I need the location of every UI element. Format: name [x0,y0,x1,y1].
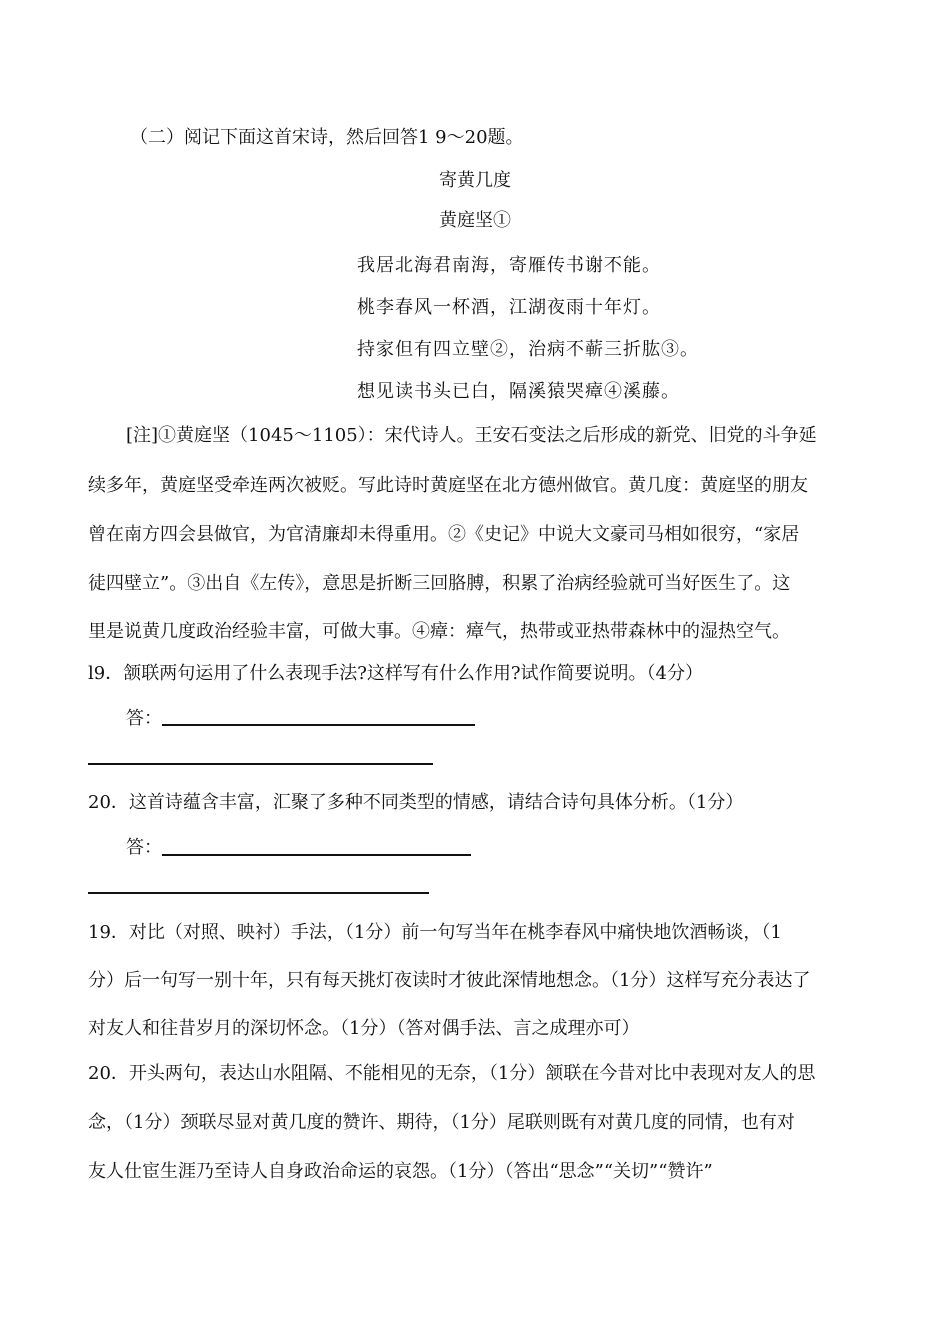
answer-key-20: 念，（1分）颈联尽显对黄几度的赞许、期待，（1分）尾联则既有对黄几度的同情，也有对 [88,1112,795,1133]
poem-line: 想见读书头已白，隔溪猿哭瘴④溪藤。 [357,381,680,402]
poem-line: 桃李春风一杯酒，江湖夜雨十年灯。 [357,297,661,318]
question-19: l9．颔联两句运用了什么表现手法?这样写有什么作用?试作简要说明。（4分） [88,663,703,684]
note-line: 续多年，黄庭坚受牵连两次被贬。写此诗时黄庭坚在北方德州做官。黄几度：黄庭坚的朋友 [88,475,808,496]
note-line: 曾在南方四会县做官，为官清廉却未得重用。②《史记》中说大文豪司马相如很穷，“家居 [88,524,800,545]
answer-key-20: 友人仕宦生涯乃至诗人自身政治命运的哀怨。（1分）（答出“思念”“关切”“赞许” [88,1161,713,1182]
poem-line: 持家但有四立壁②，治病不蕲三折肱③。 [357,339,699,360]
poem-title: 寄黄几度 [439,170,511,191]
poem-author: 黄庭坚① [439,210,511,231]
answer-key-20: 20．开头两句，表达山水阻隔、不能相见的无奈，（1分）颔联在今昔对比中表现对友人的思 [88,1063,816,1084]
answer-line-20[interactable] [162,854,471,856]
answer-line-20-continued[interactable] [88,892,429,894]
answer-line-19-continued[interactable] [88,763,433,765]
note-line: [注]①黄庭坚（1045～1105）：宋代诗人。王安石变法之后形成的新党、旧党的斗争延 [126,425,817,446]
answer-label-20: 答： [126,837,162,858]
answer-key-19: 对友人和往昔岁月的深切怀念。（1分）（答对偶手法、言之成理亦可） [88,1018,640,1039]
question-20: 20．这首诗蕴含丰富，汇聚了多种不同类型的情感，请结合诗句具体分析。（1分） [88,792,744,813]
answer-label-19: 答： [126,708,162,729]
answer-key-19: 19．对比（对照、映衬）手法，（1分）前一句写当年在桃李春风中痛快地饮酒畅谈，（1 [88,922,782,943]
note-line: 里是说黄几度政治经验丰富，可做大事。④瘴：瘴气，热带或亚热带森林中的湿热空气。 [88,621,790,642]
answer-key-19: 分）后一句写一别十年，只有每天挑灯夜读时才彼此深情地想念。（1分）这样写充分表达了 [88,970,811,991]
note-line: 徒四壁立”。③出自《左传》，意思是折断三回胳膊，积累了治病经验就可当好医生了。这 [88,573,791,594]
section-intro: （二）阅记下面这首宋诗，然后回答1 9～20题。 [130,127,524,148]
answer-line-19[interactable] [162,724,475,726]
poem-line: 我居北海君南海，寄雁传书谢不能。 [357,255,661,276]
